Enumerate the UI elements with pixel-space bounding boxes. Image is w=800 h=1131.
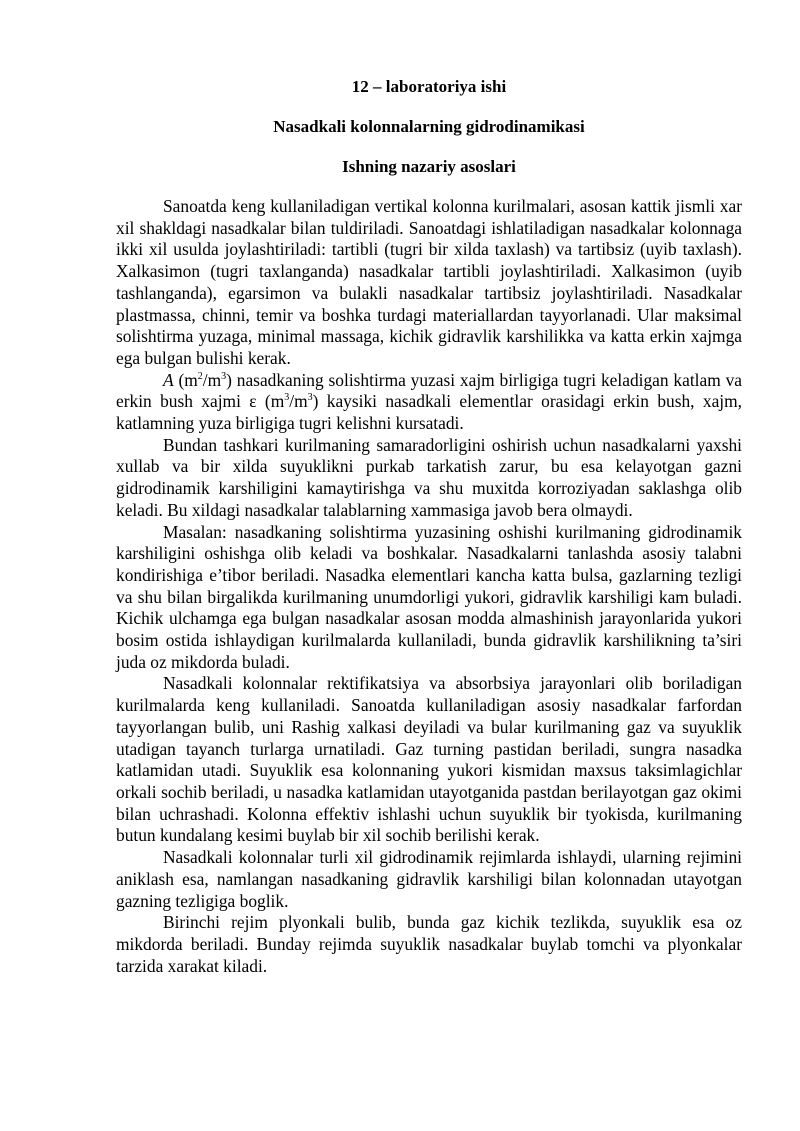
superscript: 2 (197, 370, 203, 382)
paragraph: Birinchi rejim plyonkali bulib, bunda gaz kichik tezlikda, suyuklik esa oz mikdorda beriladi. Bunday rejimda suyuklik nasadkalar buylab tomchi va plyonkalar tarzida xarakat kiladi. (116, 912, 742, 976)
superscript: 3 (221, 370, 227, 382)
lab-title: 12 – laboratoriya ishi (351, 77, 507, 96)
paragraph-text: ) kaysiki nasadkali elementlar orasidagi erkin bush, xajm, katlamning yuza birligiga tugri kelishni kursatadi. (116, 391, 742, 434)
section-title: Ishning nazariy asoslari (342, 157, 516, 176)
paragraph: Nasadkali kolonnalar turli xil gidrodinamik rejimlarda ishlaydi, ularning rejimini aniklash esa, namlangan nasadkaning gidravlik karshiligi bilan kolonnadan utayotgan gazning tezligiga boglik. (116, 847, 742, 911)
unit-text: (m (173, 369, 198, 390)
body-text (116, 196, 742, 977)
paragraph: Nasadkali kolonnalar rektifikatsiya va absorbsiya jarayonlari olib boriladigan kurilmalarda keng kullaniladi. Sanoatda kullaniladigan asosiy nasadkalar farfordan tayyorlangan bulib, uni Rashig xalkasi deyiladi va bular kurilmaning gaz va suyuklik utadigan tayanch turlarga urnatiladi. Gaz turning pastidan beriladi, sungra nasadka katlamidan utadi. Suyuklik esa kolonnaning yukori kismidan maxsus taksimlagichlar orkali sochib beriladi, u nasadka katlamidan utayotganida pastdan berilayotgan gaz okimi bilan uchrashadi. Kolonna effektiv ishlashi uchun suyuklik bir tyokisda, kurilmaning butun kundalang kesimi buylab bir xil sochib berilishi kerak. (116, 673, 742, 846)
symbol-a: A (163, 369, 174, 390)
main-title: Nasadkali kolonnalarning gidrodinamikasi (273, 117, 585, 136)
superscript: 3 (307, 392, 313, 404)
unit-text: /m (202, 369, 222, 390)
superscript: 3 (284, 392, 290, 404)
paragraph: Bundan tashkari kurilmaning samaradorligini oshirish uchun nasadkalarni yaxshi xullab va bir xilda suyuklikni purkab tarkatish zarur, bu esa kelayotgan gazni gidrodinamik karshiligini kamaytirishga va shu muxitda korroziyadan saklashga olib keladi. Bu xildagi nasadkalar talablarning xammasiga javob bera olmaydi. (116, 434, 742, 520)
unit-text: /m (289, 391, 308, 412)
paragraph: Masalan: nasadkaning solishtirma yuzasining oshishi kurilmaning gidrodinamik karshiligini oshishga olib keladi va boshkalar. Nasadkalarni tanlashda asosiy talabni kondirishiga e’tibor beriladi. Nasadka elementlari kancha katta bulsa, gazlarning tezligi va shu bilan birgalikda kurilmaning unumdorligi yukori, gidravlik karshiligi kam buladi. Kichik ulchamga ega bulgan nasadkalar asosan modda almashinish jarayonlarida yukori bosim ostida ishlaydigan kurilmalarda kullaniladi, bunda gidravlik karshilikning ta’siri juda oz mikdorda buladi. (116, 521, 742, 672)
paragraph: Sanoatda keng kullaniladigan vertikal kolonna kurilmalari, asosan kattik jismli xar xil shakldagi nasadkalar bilan tuldiriladi. Sanoatdagi ishlatiladigan nasadkalar kolonnaga ikki xil usulda joylashtiriladi: tartibli (tugri bir xilda taxlash) va tartibsiz (uyib taxlash). Xalkasimon (tugri taxlanganda) nasadkalar tartibli joylashtiriladi. Xalkasimon (uyib tashlanganda), egarsimon va bulakli nasadkalar tartibsiz joylashtiriladi. Nasadkalar plastmassa, chinni, temir va boshka turdagi materiallardan tayyorlanadi. Ular maksimal solishtirma yuzaga, minimal massaga, kichik gidravlik karshilikka va katta erkin xajmga ega bulgan bulishi kerak. (116, 196, 742, 368)
formula-paragraph (116, 370, 742, 435)
paragraph-text: ) nasadkaning solishtirma yuzasi xajm birligiga tugri keladigan katlam va erkin bush xajmi ε (m (116, 369, 742, 412)
